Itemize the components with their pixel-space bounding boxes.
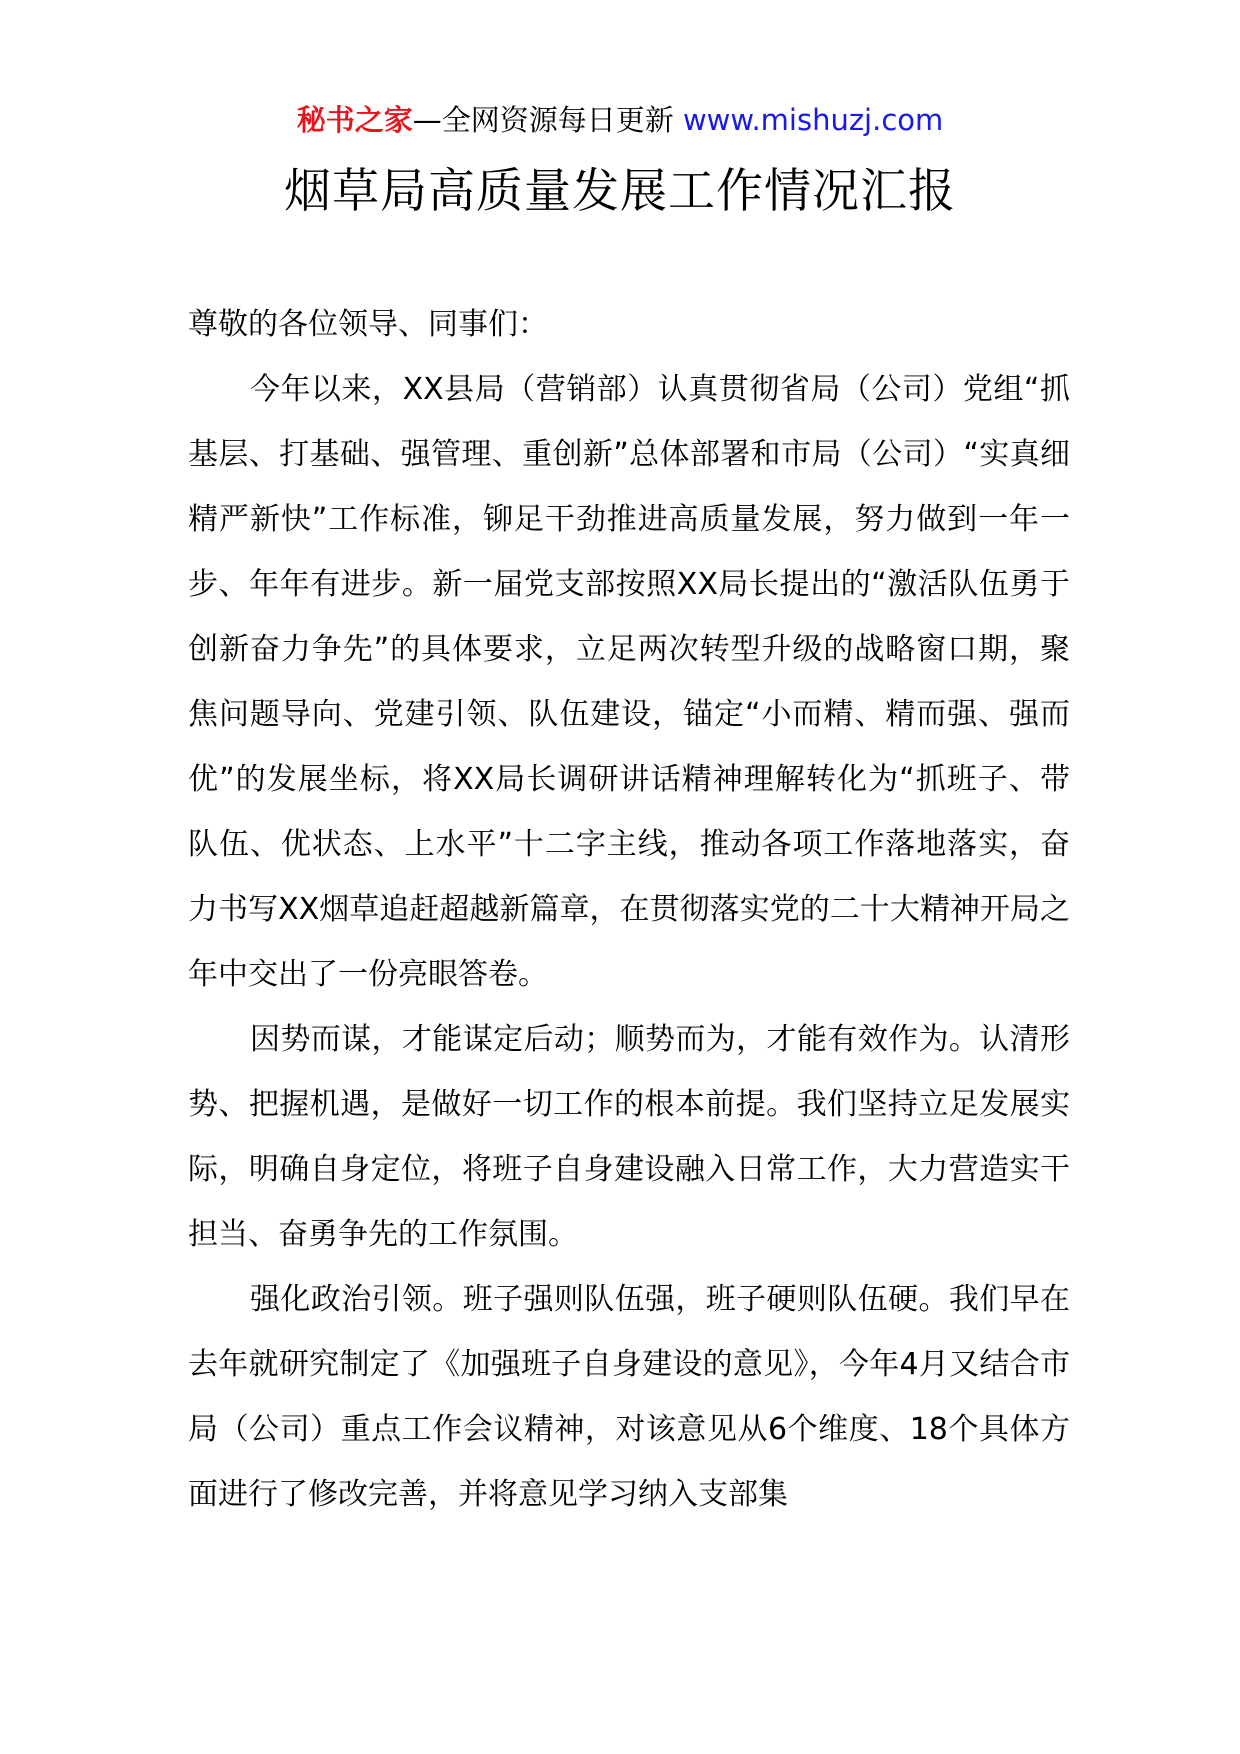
salutation: 尊敬的各位领导、同事们： — [188, 307, 548, 342]
document-title: 烟草局高质量发展工作情况汇报 — [284, 164, 956, 219]
document-body — [188, 292, 1070, 1527]
paragraph-1: 今年以来，XX县局（营销部）认真贯彻省局（公司）党组“抓基层、打基础、强管理、重创新”总体部署和市局（公司）“实真细精严新快”工作标准，铆足干劲推进高质量发展，努力做到一年一步、年年有进步。新一届党支部按照XX局长提出的“激活队伍勇于创新奋力争先”的具体要求，立足两次转型升级的战略窗口期，聚焦问题导向、党建引领、队伍建设，锚定“小而精、精而强、强而优”的发展坐标，将XX局长调研讲话精神理解转化为“抓班子、带队伍、优状态、上水平”十二字主线，推动各项工作落地落实，奋力书写XX烟草追赶超越新篇章，在贯彻落实党的二十大精神开局之年中交出了一份亮眼答卷。 — [188, 372, 1070, 992]
banner-tagline: —全网资源每日更新 — [412, 103, 683, 137]
paragraph-2: 因势而谋，才能谋定后动；顺势而为，才能有效作为。认清形势、把握机遇，是做好一切工作的根本前提。我们坚持立足发展实际，明确自身定位，将班子自身建设融入日常工作，大力营造实干担当、奋勇争先的工作氛围。 — [188, 1022, 1070, 1252]
paragraph-3: 强化政治引领。班子强则队伍强，班子硬则队伍硬。我们早在去年就研究制定了《加强班子自身建设的意见》，今年4月又结合市局（公司）重点工作会议精神，对该意见从6个维度、18个具体方面进行了修改完善，并将意见学习纳入支部集 — [188, 1282, 1070, 1512]
header-banner — [0, 100, 1240, 140]
brand-name: 秘书之家 — [296, 103, 413, 137]
website-link[interactable]: www.mishuzj.com — [682, 103, 944, 137]
